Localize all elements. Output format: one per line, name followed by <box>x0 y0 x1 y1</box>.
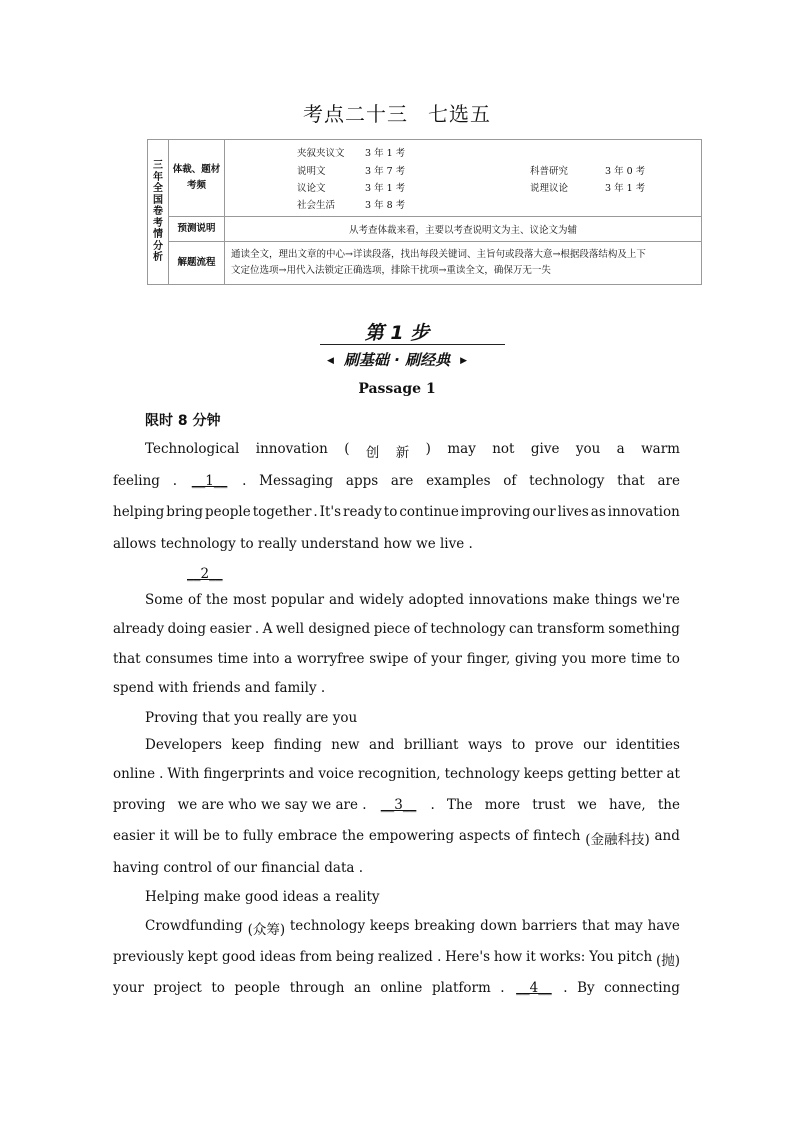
passage-line <box>113 680 680 696</box>
word: realized . <box>377 949 442 965</box>
word: innovation <box>607 504 680 520</box>
word: we are who we say we are . <box>177 797 367 813</box>
line-text: spend with friends and family . <box>113 680 326 696</box>
line-text: Proving that you really are you <box>145 710 358 726</box>
answer-blank: __4__ <box>516 980 552 996</box>
word: connecting <box>604 980 680 996</box>
word: things <box>594 592 638 608</box>
word: time <box>631 651 662 667</box>
passage-line <box>113 504 680 520</box>
word: through <box>289 980 345 996</box>
word: people <box>205 504 251 520</box>
word: easier <box>113 828 155 844</box>
word: recognition, <box>357 766 441 782</box>
step-divider <box>320 344 505 345</box>
word: A <box>262 621 273 637</box>
word: Developers <box>145 737 222 753</box>
line-text: allows technology to really understand how we live . <box>113 536 473 552</box>
word: to <box>511 737 526 753</box>
word: it <box>159 828 170 844</box>
word: your <box>431 651 463 667</box>
word: widely <box>359 592 404 608</box>
word: easier <box>209 621 252 637</box>
word: identities <box>615 737 680 753</box>
word: technology <box>430 621 506 637</box>
word: of <box>515 828 529 844</box>
word: be <box>203 828 220 844</box>
word: already <box>113 621 165 637</box>
word: make <box>552 592 590 608</box>
word: Technological <box>145 441 240 457</box>
word: giving <box>514 651 558 667</box>
word: . <box>563 980 568 996</box>
word: apps <box>345 473 379 489</box>
word: more <box>484 797 521 813</box>
genre-stats <box>225 140 702 217</box>
line-text: having control of our financial data . <box>113 860 364 876</box>
stat-genre: 夹叙夹议文 <box>297 148 345 159</box>
passage-line <box>113 980 680 996</box>
word: keep <box>231 737 265 753</box>
word: to <box>224 828 239 844</box>
word: the <box>342 828 365 844</box>
word: at <box>666 766 680 782</box>
passage-line <box>145 710 680 726</box>
word: trust <box>532 797 566 813</box>
word: will <box>174 828 199 844</box>
passage-line <box>113 766 680 782</box>
word: technology <box>289 918 366 934</box>
stat-freq: 3 年 1 考 <box>365 148 406 159</box>
word: being <box>335 949 375 965</box>
word: The <box>446 797 473 813</box>
answer-blank: __2__ <box>187 566 223 582</box>
word: most <box>232 592 267 608</box>
word: that <box>617 473 645 489</box>
word: adopted <box>408 592 465 608</box>
word: of <box>413 651 427 667</box>
passage-line <box>113 828 680 848</box>
word: consumes <box>145 651 213 667</box>
word: ready <box>343 504 382 520</box>
word: and <box>369 737 395 753</box>
word: you <box>575 441 601 457</box>
word: technology <box>529 473 605 489</box>
word: to <box>383 504 398 520</box>
word: and <box>328 592 355 608</box>
word: an <box>353 980 371 996</box>
word: . <box>500 980 505 996</box>
passage-line <box>113 536 680 552</box>
word: as <box>590 504 606 520</box>
word: give <box>530 441 560 457</box>
word: better <box>620 766 663 782</box>
section-subheading: ◀ 刷基础 · 刷经典 ▶ <box>327 351 467 369</box>
word: our <box>532 504 556 520</box>
word: keeps <box>523 766 564 782</box>
word: technology <box>444 766 520 782</box>
word: . <box>159 766 164 782</box>
word: ( <box>344 441 350 457</box>
stat-genre: 说理议论 <box>530 183 569 194</box>
stat-freq: 3 年 7 考 <box>365 166 406 177</box>
word: from <box>299 949 333 965</box>
word: works: <box>539 949 586 965</box>
word: new <box>331 737 360 753</box>
word: not <box>492 441 515 457</box>
stat-genre: 社会生活 <box>297 200 336 211</box>
word: . <box>313 504 318 520</box>
word: more <box>591 651 627 667</box>
word: With <box>167 766 200 782</box>
word: doing <box>167 621 207 637</box>
passage-line <box>113 860 680 876</box>
word: You <box>589 949 614 965</box>
word: ) <box>425 441 431 457</box>
passage-line <box>145 889 680 905</box>
word: . <box>430 797 435 813</box>
word: that <box>581 918 610 934</box>
word: and voice <box>288 766 354 782</box>
word: . <box>172 473 177 489</box>
passage-line <box>145 592 680 608</box>
word: of <box>188 592 202 608</box>
passage-line <box>113 473 680 489</box>
word: piece <box>373 621 411 637</box>
word: into <box>252 651 280 667</box>
word: we <box>577 797 597 813</box>
time-limit: 限时 8 分钟 <box>145 413 221 429</box>
title-left: 考点二十三 <box>303 102 408 126</box>
exam-analysis-table <box>147 139 702 285</box>
word: warm <box>641 441 680 457</box>
word: examples <box>426 473 491 489</box>
word: online <box>113 766 156 782</box>
word: prove <box>534 737 574 753</box>
row-head-prediction: 预测说明 <box>169 217 225 242</box>
word: bring <box>166 504 204 520</box>
word: getting <box>567 766 617 782</box>
word: fully <box>243 828 273 844</box>
passage-line <box>185 566 720 582</box>
passage-line <box>145 441 680 461</box>
word: a <box>616 441 625 457</box>
stat-genre: 说明文 <box>297 166 326 177</box>
word: breaking <box>414 918 476 934</box>
word: together <box>252 504 312 520</box>
word: brilliant <box>403 737 459 753</box>
word: are <box>390 473 414 489</box>
word: online <box>380 980 423 996</box>
word: of <box>503 473 517 489</box>
word: (金融科技) <box>585 832 650 848</box>
word: (众筹) <box>247 922 286 938</box>
word: embrace <box>277 828 338 844</box>
word: improving <box>460 504 531 520</box>
word: the <box>206 592 229 608</box>
step-heading: 第 1 步 <box>364 322 430 344</box>
word: worryfree <box>296 651 365 667</box>
word: . <box>242 473 247 489</box>
word: your <box>113 980 144 996</box>
stat-freq: 3 年 1 考 <box>605 183 646 194</box>
word: (抛) <box>655 953 680 969</box>
word: that <box>113 651 141 667</box>
triangle-right-icon: ▶ <box>460 355 467 366</box>
stat-genre: 科普研究 <box>530 166 569 177</box>
word: feeling <box>113 473 160 489</box>
page-title <box>0 98 794 127</box>
word: empowering <box>368 828 455 844</box>
word: are <box>657 473 680 489</box>
process-text: 通读全文，理出文章的中心→详读段落，找出每段关键词、主旨句或段落大意→根据段落结构及上下 文定位选项→用代入法锁定正确选项，排除干扰项→重读全文，确保万无一失 <box>225 242 702 285</box>
answer-blank: __1__ <box>191 473 228 489</box>
word: innovations <box>468 592 548 608</box>
table-side-label: 三 年 全 国 卷 考 情 分 析 <box>148 140 169 285</box>
word: time <box>217 651 249 667</box>
stat-freq: 3 年 8 考 <box>365 200 406 211</box>
prediction-text: 从考查体裁来看，主要以考查说明文为主、议论文为辅 <box>225 217 702 242</box>
word: our <box>583 737 607 753</box>
word: people <box>234 980 281 996</box>
word: fingerprints <box>203 766 285 782</box>
word: may <box>447 441 476 457</box>
word: of <box>413 621 427 637</box>
word: previously <box>113 949 184 965</box>
word: may <box>614 918 643 934</box>
word: a <box>284 651 293 667</box>
word: keeps <box>369 918 410 934</box>
word: ways <box>467 737 503 753</box>
word: It's <box>319 504 342 520</box>
word: you <box>561 651 587 667</box>
word: have <box>647 918 680 934</box>
word: Messaging <box>259 473 334 489</box>
word: continue <box>399 504 459 520</box>
passage-line <box>145 918 680 938</box>
word: project <box>153 980 202 996</box>
word: innovation <box>255 441 328 457</box>
word: finger, <box>466 651 511 667</box>
word: kept good ideas <box>187 949 296 965</box>
passage-title: Passage 1 <box>358 381 436 397</box>
word: 创 <box>365 445 380 461</box>
word: barriers <box>521 918 578 934</box>
word: swipe <box>369 651 409 667</box>
row-head-genre: 体裁、题材 考频 <box>169 140 225 217</box>
stat-genre: 议论文 <box>297 183 326 194</box>
word: well designed <box>275 621 371 637</box>
triangle-left-icon: ◀ <box>327 355 334 366</box>
word: aspects <box>458 828 511 844</box>
word: platform <box>431 980 491 996</box>
passage-line <box>113 949 680 969</box>
word: to <box>666 651 680 667</box>
word: proving <box>113 797 166 813</box>
word: By <box>577 980 595 996</box>
word: popular <box>271 592 325 608</box>
word: Some <box>145 592 184 608</box>
passage-line <box>113 797 680 813</box>
passage-line <box>145 737 680 753</box>
word: to <box>211 980 225 996</box>
word: something <box>608 621 680 637</box>
passage-line <box>113 621 680 637</box>
word: lives <box>557 504 589 520</box>
word: helping <box>113 504 165 520</box>
row-head-process: 解题流程 <box>169 242 225 285</box>
stat-freq: 3 年 1 考 <box>365 183 406 194</box>
word: we're <box>642 592 680 608</box>
word: the <box>657 797 680 813</box>
word: how <box>493 949 523 965</box>
passage-line <box>113 651 680 667</box>
answer-blank: __3__ <box>380 797 417 813</box>
word: down <box>480 918 518 934</box>
word: fintech <box>533 828 581 844</box>
word: and <box>654 828 680 844</box>
word: it <box>526 949 536 965</box>
word: have, <box>609 797 646 813</box>
word: 新 <box>395 445 410 461</box>
word: Crowdfunding <box>145 918 243 934</box>
word: . <box>254 621 260 637</box>
word: can <box>509 621 534 637</box>
stat-freq: 3 年 0 考 <box>605 166 646 177</box>
line-text: Helping make good ideas a reality <box>145 889 380 905</box>
word: Here's <box>445 949 491 965</box>
word: transform <box>536 621 605 637</box>
title-right: 七选五 <box>428 102 491 126</box>
word: finding <box>273 737 322 753</box>
word: pitch <box>617 949 653 965</box>
